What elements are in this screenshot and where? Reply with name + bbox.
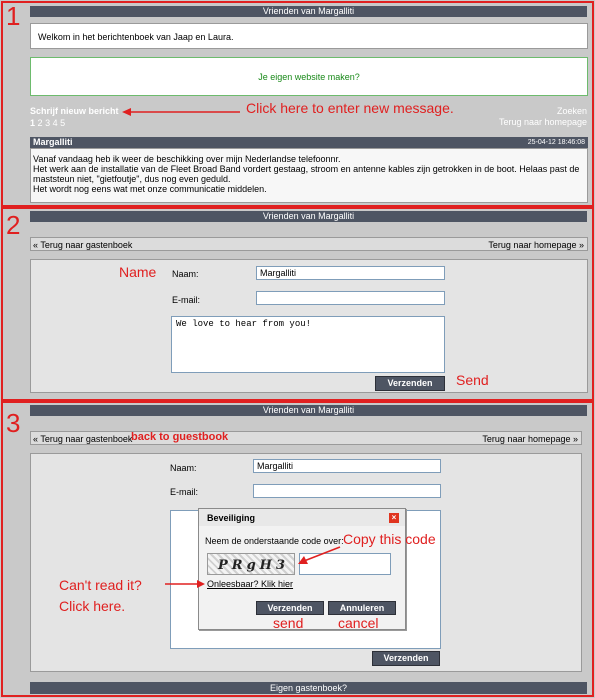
arrow-left-icon bbox=[122, 107, 240, 117]
unreadable-link[interactable]: Onleesbaar? Klik hier bbox=[207, 579, 294, 589]
back-to-homepage-link-3[interactable]: Terug naar homepage » bbox=[482, 434, 578, 444]
arrow-down-left-icon bbox=[296, 545, 342, 567]
dialog-title-bar bbox=[199, 509, 405, 526]
arrow-right-icon bbox=[165, 580, 205, 588]
annotation-click-here: Click here. bbox=[59, 598, 126, 614]
page-link-4[interactable]: 4 bbox=[52, 118, 58, 128]
email-input[interactable] bbox=[256, 291, 445, 305]
message-textarea[interactable]: We love to hear from you! bbox=[171, 316, 445, 373]
security-dialog bbox=[198, 508, 406, 630]
step-number-1: 1 bbox=[6, 1, 21, 31]
dialog-title: Beveiliging bbox=[207, 513, 256, 523]
site-title-bar-2: Vrienden van Margalliti bbox=[30, 211, 587, 222]
page-link-1[interactable]: 1 bbox=[30, 118, 36, 128]
nav-bar-3 bbox=[30, 431, 582, 445]
page-link-3[interactable]: 3 bbox=[45, 118, 51, 128]
back-to-guestbook-link-3[interactable]: « Terug naar gastenboek bbox=[33, 434, 133, 444]
name-input[interactable]: Margalliti bbox=[256, 266, 445, 280]
message-date: 25-04-12 18:46:08 bbox=[527, 139, 585, 146]
page-link-5[interactable]: 5 bbox=[60, 118, 66, 128]
back-to-homepage-link-2[interactable]: Terug naar homepage » bbox=[488, 240, 584, 250]
captcha-code: PRgH3 bbox=[218, 558, 289, 573]
annotation-send: Send bbox=[456, 372, 489, 388]
message-line: Het wordt nog eens wat met onze communicatie middelen. bbox=[33, 184, 267, 194]
email-input-3[interactable] bbox=[253, 484, 441, 498]
dialog-prompt: Neem de onderstaande code over: bbox=[205, 536, 344, 546]
step-number-2: 2 bbox=[6, 210, 21, 240]
captcha-image bbox=[207, 553, 295, 575]
email-label: E-mail: bbox=[172, 295, 201, 305]
message-body bbox=[30, 148, 588, 203]
welcome-box bbox=[30, 23, 588, 49]
dialog-cancel-button[interactable]: Annuleren bbox=[328, 601, 396, 615]
name-label: Naam: bbox=[172, 269, 199, 279]
name-input-3[interactable]: Margalliti bbox=[253, 459, 441, 473]
annotation-new-message: Click here to enter new message. bbox=[246, 100, 454, 116]
write-new-message-link[interactable]: Schrijf nieuw bericht bbox=[30, 106, 119, 116]
email-label-3: E-mail: bbox=[170, 487, 199, 497]
annotation-name: Name bbox=[119, 264, 157, 280]
annotation-cant-read: Can't read it? bbox=[59, 577, 142, 593]
page-link-2[interactable]: 2 bbox=[37, 118, 43, 128]
search-link[interactable]: Zoeken bbox=[556, 106, 587, 116]
annotation-copy-code: Copy this code bbox=[343, 531, 436, 547]
annotation-back-to-guestbook: back to guestbook bbox=[131, 431, 229, 443]
submit-button[interactable]: Verzenden bbox=[375, 376, 445, 391]
close-icon[interactable]: × bbox=[389, 513, 399, 523]
message-header bbox=[30, 137, 588, 148]
pagination bbox=[30, 118, 65, 128]
annotation-cancel: cancel bbox=[338, 615, 379, 631]
name-label-3: Naam: bbox=[170, 463, 197, 473]
message-line: Vanaf vandaag heb ik weer de beschikking over mijn Nederlandse telefoonnr. bbox=[33, 154, 341, 164]
dialog-submit-button[interactable]: Verzenden bbox=[256, 601, 324, 615]
back-to-homepage-link[interactable]: Terug naar homepage bbox=[498, 117, 587, 127]
submit-button-3[interactable]: Verzenden bbox=[372, 651, 440, 666]
step-number-3: 3 bbox=[6, 408, 21, 438]
ad-box bbox=[30, 57, 588, 96]
back-to-guestbook-link[interactable]: « Terug naar gastenboek bbox=[33, 240, 133, 250]
message-line: Het werk aan de installatie van de Fleet Broad Band vordert gestaag, stroom en antenne kables zijn getrokken in de boot. Helaas past de maststeun niet, "gietfoutje", dus nog even geduld. bbox=[33, 164, 580, 184]
footer-bar: Eigen gastenboek? bbox=[30, 682, 587, 694]
annotation-send-3: send bbox=[273, 615, 304, 631]
site-title-bar-3: Vrienden van Margalliti bbox=[30, 405, 587, 416]
message-author: Margalliti bbox=[33, 137, 73, 147]
ad-link[interactable]: Je eigen website maken? bbox=[258, 72, 360, 82]
welcome-text: Welkom in het berichtenboek van Jaap en Laura. bbox=[38, 32, 234, 42]
site-title-bar: Vrienden van Margalliti bbox=[30, 6, 587, 17]
nav-bar-2 bbox=[30, 237, 588, 251]
